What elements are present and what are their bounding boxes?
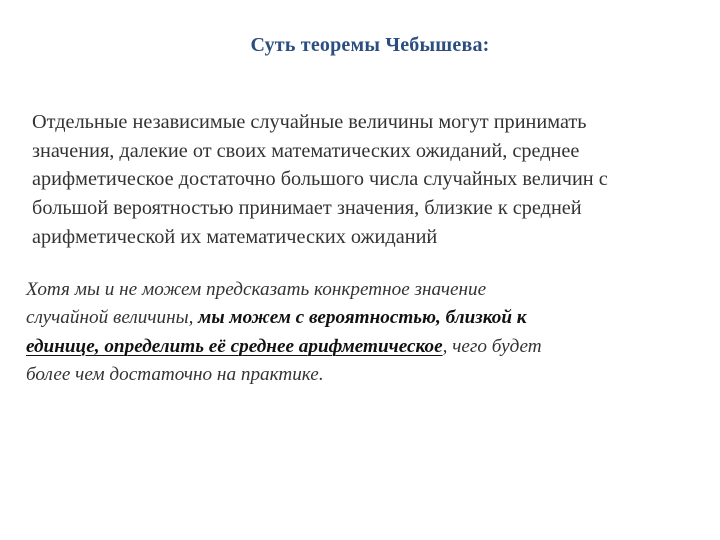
statement-line: значения, далекие от своих математических ожиданий, среднее xyxy=(32,139,580,162)
statement-line: большой вероятностью принимает значения, близкие к средней xyxy=(32,197,582,220)
statement-line: арифметическое достаточно большого числа случайных величин с xyxy=(32,168,608,191)
note-emphasis: мы можем с вероятностью, близкой к xyxy=(198,307,527,329)
note-text: более чем достаточно на практике. xyxy=(26,363,324,385)
practical-note-paragraph xyxy=(26,276,710,389)
note-text: , чего будет xyxy=(442,335,542,357)
note-line xyxy=(26,361,710,389)
slide-title: Суть теоремы Чебышева: xyxy=(250,34,490,56)
note-emphasis-underlined: единице, определить её среднее арифметическое xyxy=(26,335,443,357)
note-text: случайной величины, xyxy=(26,307,199,329)
note-line xyxy=(26,304,710,332)
note-line xyxy=(26,276,710,304)
theorem-statement-paragraph xyxy=(32,108,716,252)
statement-line: Отдельные независимые случайные величины могут принимать xyxy=(32,111,587,133)
statement-line: арифметической их математических ожиданий xyxy=(32,225,438,248)
note-text: Хотя мы и не можем предсказать конкретное значение xyxy=(26,279,487,300)
note-line xyxy=(26,333,710,361)
